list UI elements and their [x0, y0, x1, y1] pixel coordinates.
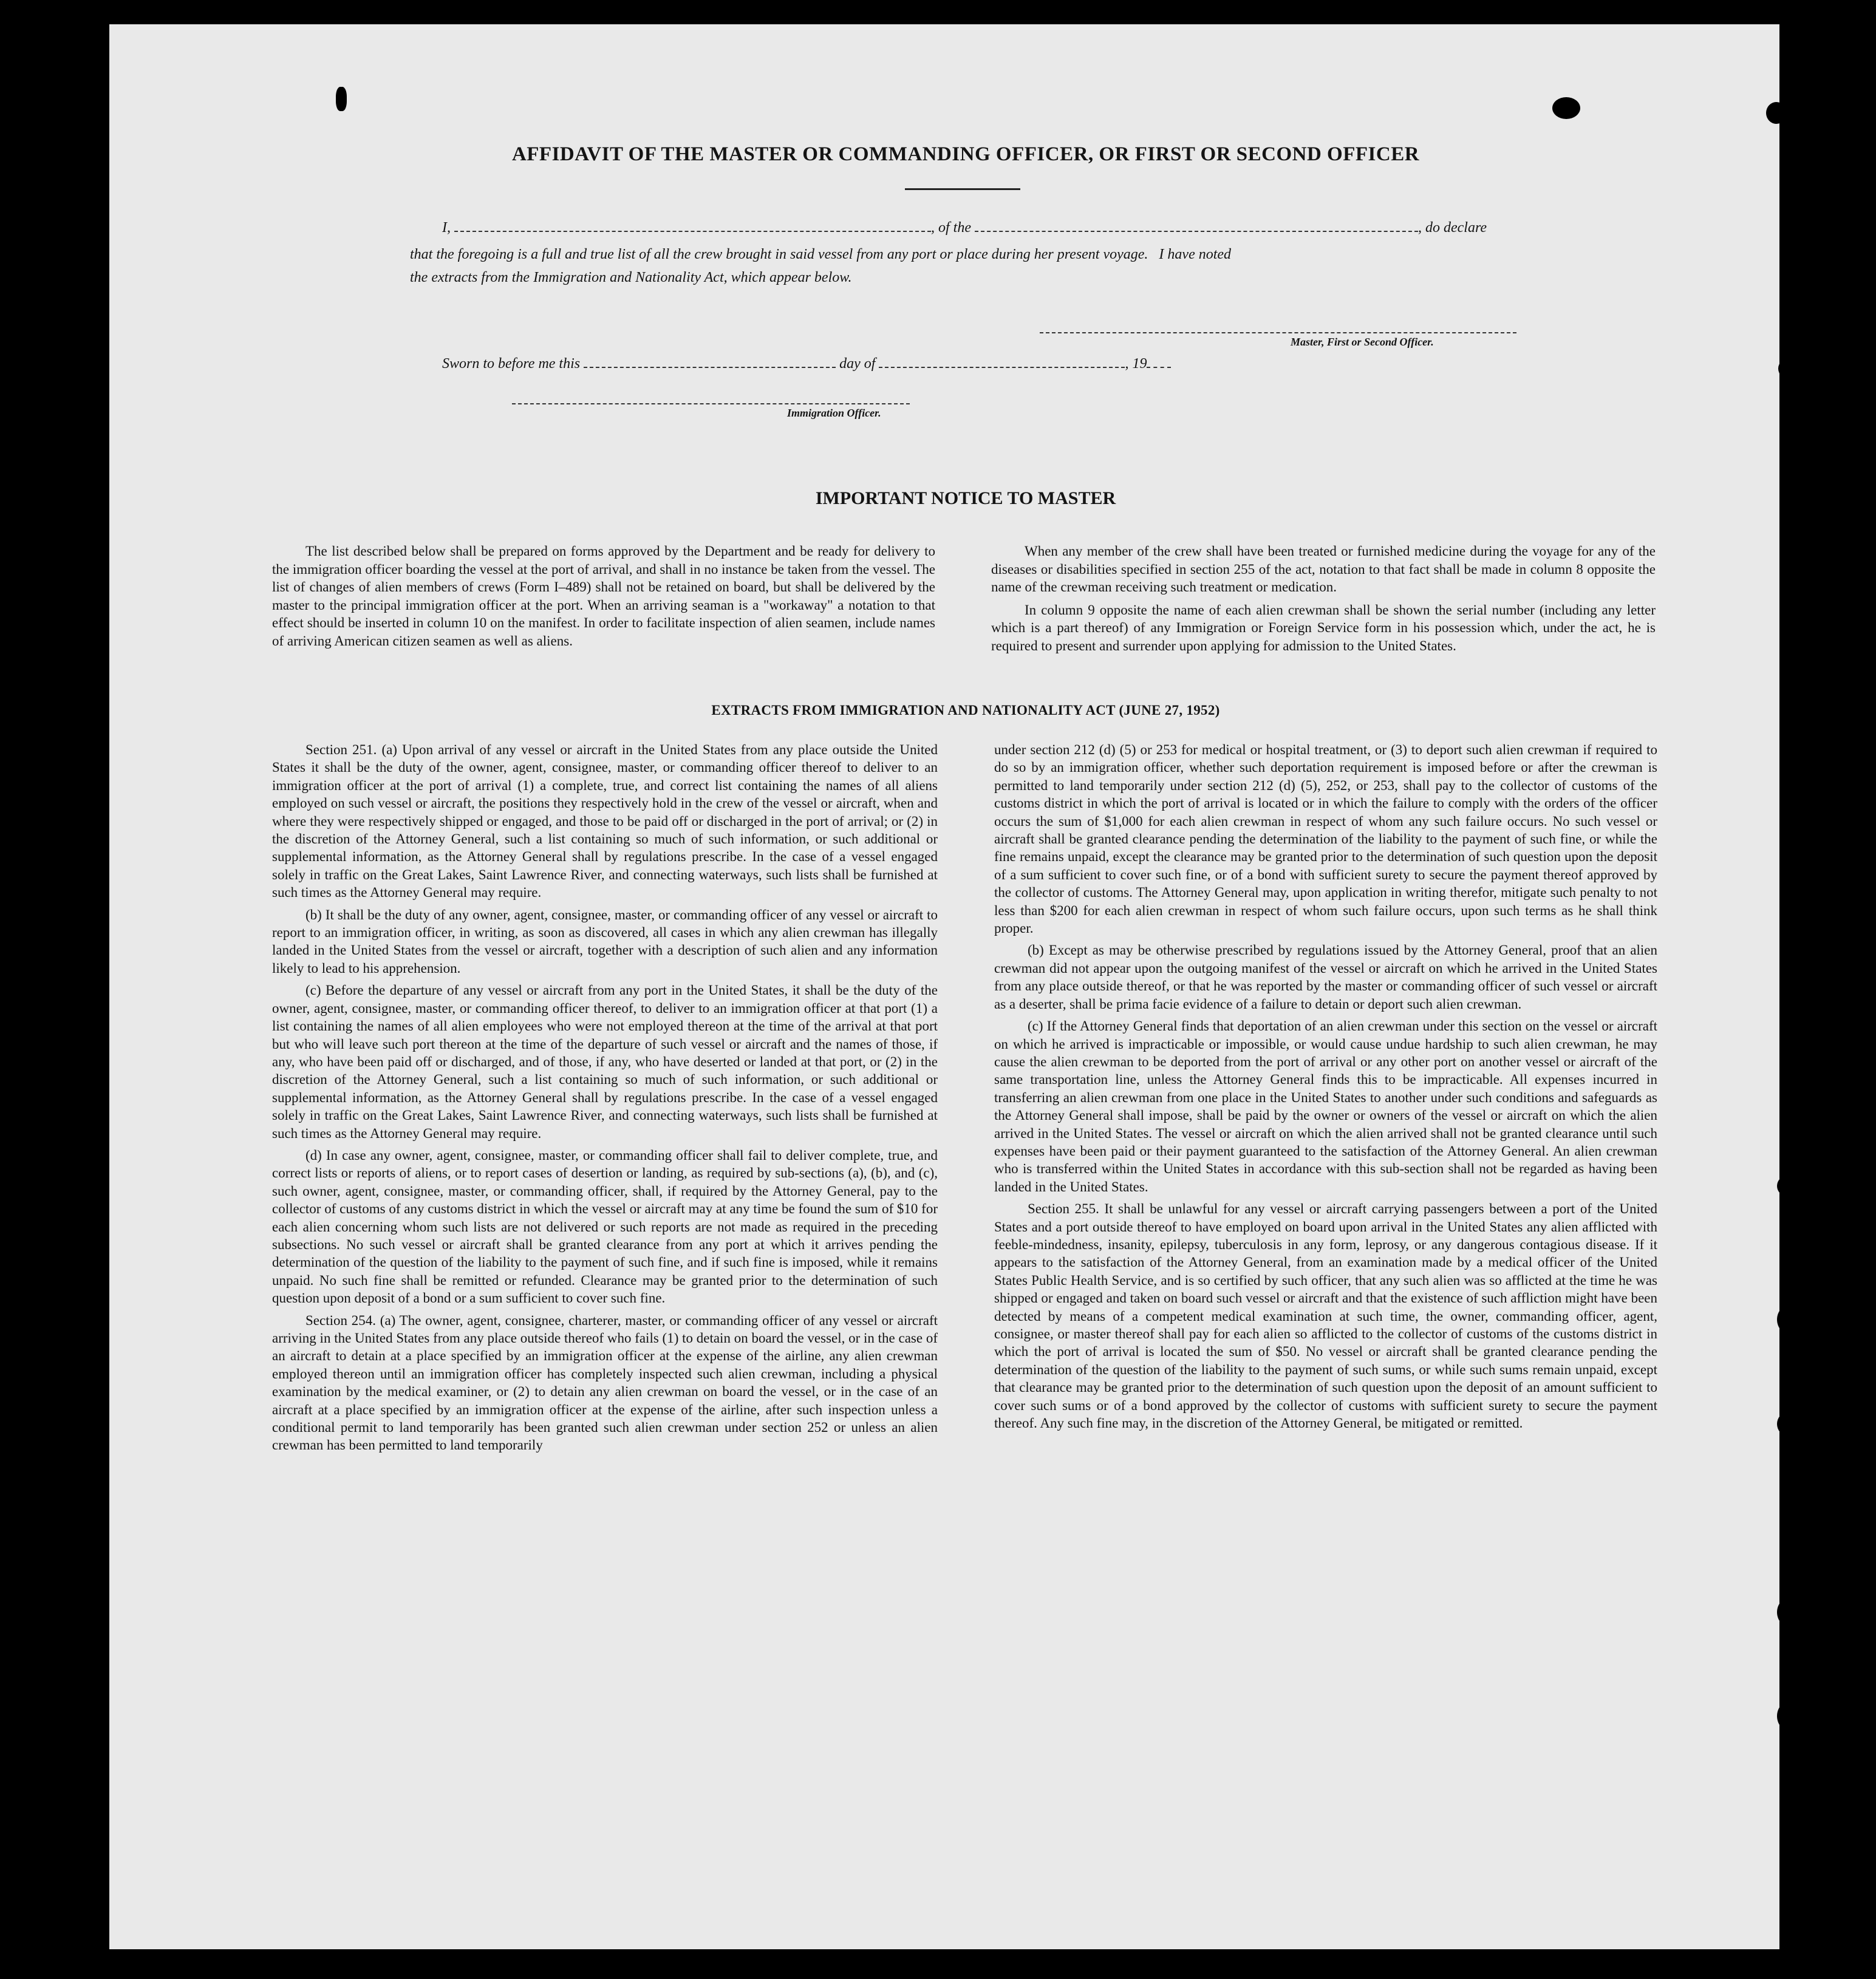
extracts-right-column — [994, 741, 1657, 1436]
declaration-text-3: the extracts from the Immigration and Nationality Act, which appear below. — [410, 270, 852, 285]
section-254-b: (b) Except as may be otherwise prescribed by regulations issued by the Attorney General, proof that an alien crewman did not appear upon the outgoing manifest of the vessel or aircraft on which he arrived in the United States from any place outside thereof, or that he was reported by the master or commanding officer of such vessel or aircraft as a deserter, shall be prima facie evidence of a failure to detain or deport such alien crewman. — [994, 942, 1657, 1012]
extracts-title: EXTRACTS FROM IMMIGRATION AND NATIONALITY ACT (JUNE 27, 1952) — [711, 703, 1220, 718]
punch-hole — [1766, 102, 1787, 124]
punch-hole — [1779, 169, 1809, 200]
punch-hole — [1804, 1163, 1832, 1194]
section-254-a: Section 254. (a) The owner, agent, consignee, charterer, master, or commanding officer of any vessel or aircraft arriving in the United States from any place outside thereof who fails (1) to detain on board the vessel, or in the case of an aircraft to detain at a place specified by an immigration officer at the expense of the airline, any alien crewman employed thereon until an immigration officer has completely inspected such alien crewman, including a physical examination by the medical examiner, or (2) to detain any alien crewman on board the vessel, or in the case of an aircraft at a place specified by an immigration officer at the expense of the airline, after such inspection unless a conditional permit to land temporarily has been granted such alien crewman under section 252 or unless an alien crewman has been permitted to land temporarily — [272, 1312, 938, 1453]
affidavit-title: AFFIDAVIT OF THE MASTER OR COMMANDING OFFICER, OR FIRST OR SECOND OFFICER — [511, 143, 1420, 165]
vessel-name-field[interactable] — [975, 230, 1418, 232]
punch-hole — [1779, 557, 1807, 588]
year-label: , 19 — [1125, 356, 1147, 372]
extracts-left-column — [272, 741, 938, 1459]
punch-hole — [1777, 1412, 1798, 1436]
punch-hole — [1777, 1176, 1798, 1196]
punch-hole — [1777, 1304, 1805, 1335]
day-of-label: day of — [839, 356, 876, 372]
section-251-a: Section 251. (a) Upon arrival of any vessel or aircraft in the United States from any place outside the United States it shall be the duty of the owner, agent, consignee, master, or commanding officer thereof to deliver to an immigration officer at the port of arrival (1) a complete, true, and correct list containing the names of all aliens employed on such vessel or aircraft, the positions they respectively hold in the crew of the vessel or aircraft, when and where they were respectively shipped or engaged, and those to be paid off or discharged in the port of arrival; or (2) in the discretion of the Attorney General, such a list containing so much of such information, or such additional or supplemental information, as the Attorney General shall by regulations prescribe. In the case of a vessel engaged solely in traffic on the Great Lakes, Saint Lawrence River, and connecting waterways, such lists shall be furnished at such times as the Attorney General may require. — [272, 742, 938, 901]
punch-hole — [1778, 357, 1805, 380]
sworn-month-field[interactable] — [879, 366, 1125, 368]
notice-left-column — [272, 542, 935, 655]
master-signature-caption: Master, First or Second Officer. — [1291, 336, 1434, 348]
declarant-label: I, — [442, 220, 451, 236]
notice-right-column — [991, 542, 1656, 659]
immigration-officer-caption: Immigration Officer. — [787, 407, 881, 419]
declaration-text-2: that the foregoing is a full and true list of all the crew brought in said vessel from any port or place during her present voyage. I have noted — [410, 247, 1232, 262]
section-254-c: (c) If the Attorney General finds that deportation of an alien crewman under this section on the vessel or aircraft on which he arrived is impracticable or impossible, or would cause undue hardship to such alien crewman, he may cause the alien crewman to be deported from the port of arrival or any other port on another vessel or aircraft of the same transportation line, unless the Attorney General finds this to be impracticable. All expenses incurred in transferring an alien crewman from one place in the United States to another under such conditions and safeguards as the Attorney General shall impose, shall be paid by the owner or owners of the vessel or aircraft on which the alien arrived in the United States. The vessel or aircraft on which the alien arrived shall not be granted clearance until such expenses have been paid or their payment guaranteed to the satisfaction of the Attorney General. An alien crewman who is transferred within the United States in accordance with this sub-section shall not be regarded as having been landed in the United States. — [994, 1018, 1657, 1194]
section-251-b: (b) It shall be the duty of any owner, agent, consignee, master, or commanding officer of any vessel or aircraft to report to an immigration officer, in writing, as soon as discovered, all cases in which any alien crewman has illegally landed in the United States from the vessel or aircraft, together with a description of such alien and any information likely to lead to his apprehension. — [272, 907, 938, 976]
sworn-label: Sworn to before me this — [442, 356, 581, 372]
section-254-a-continued: under section 212 (d) (5) or 253 for medical or hospital treatment, or (3) to deport such alien crewman if required to do so by an immigration officer, whether such deportation requirement is imposed before or after the crewman is permitted to land temporarily under section 212 (d) (5), 252, or 253, shall pay to the collector of customs of the customs district in which the port of arrival is located or in which the failure to comply with the orders of the officer occurs the sum of $1,000 for each alien crewman in respect of whom any such failure occurs. No such vessel or aircraft shall be granted clearance pending the determination of the liability to the payment of such fine, or while the fine remains unpaid, except the clearance may be granted prior to the determination of such question upon the deposit of a sum sufficient to cover such fine, or of a bond with sufficient surety to secure the payment thereof approved by the collector of customs. The Attorney General may, upon application in writing therefor, mitigate such penalty to not less than $200 for each alien crewman in respect of whom such failure occurs, upon such terms as he shall think proper. — [994, 742, 1657, 936]
notice-title: IMPORTANT NOTICE TO MASTER — [815, 488, 1116, 508]
title-underline — [905, 188, 1020, 190]
punch-hole — [1781, 264, 1809, 296]
section-251-c: (c) Before the departure of any vessel or aircraft from any port in the United States, it shall be the duty of the owner, agent, consignee, master, or commanding officer thereof, to deliver to an immigration officer at that port (1) a list containing the names of all alien employees who were not employed thereon at the time of the arrival at that port but who will leave such port thereon at the time of the departure of such vessel or aircraft and the names of those, if any, who have been paid off or discharged, and of those, if any, who have deserted or landed at that port, or (2) in the discretion of the Attorney General, such a list containing so much of such information, or such additional or supplemental information, as the Attorney General shall by regulations prescribe. In the case of a vessel engaged solely in traffic on the Great Lakes, Saint Lawrence River, and connecting waterways, such lists shall be furnished at such times as the Attorney General may require. — [272, 983, 938, 1141]
master-signature-field[interactable] — [1040, 332, 1516, 333]
ink-blot — [1552, 97, 1580, 119]
sworn-line — [442, 356, 1171, 372]
punch-hole — [1777, 1597, 1805, 1627]
notice-paragraph: The list described below shall be prepared on forms approved by the Department and be ready for delivery to the immigration officer boarding the vessel at the port of arrival, and shall in no instance be taken from the vessel. The list of changes of alien members of crews (Form I–489) shall not be retained on board, but shall be delivered by the master to the principal immigration officer at the port. When an arriving seaman is a "workaway" a notation to that effect should be inserted in column 10 on the manifest. In order to facilitate inspection of alien seamen, include names of arriving American citizen seamen as well as aliens. — [272, 543, 935, 649]
immigration-officer-signature-field[interactable] — [512, 403, 910, 404]
declaration-line — [442, 220, 1517, 236]
punch-hole — [1777, 1700, 1806, 1732]
notice-paragraph: In column 9 opposite the name of each alien crewman shall be shown the serial number (including any letter which is a part thereof) of any Immigration or Foreign Service form in his possession which, under the act, he is required to present and surrender upon applying for admission to the United States. — [991, 602, 1656, 653]
declare-label: , do declare — [1418, 220, 1487, 236]
sworn-year-field[interactable] — [1147, 366, 1171, 368]
section-255: Section 255. It shall be unlawful for any vessel or aircraft carrying passengers between a port of the United States and a port outside thereof to have employed on board upon arrival in the United States any alien afflicted with feeble-mindedness, insanity, epilepsy, tuberculosis in any form, leprosy, or any dangerous contagious disease. If it appears to the satisfaction of the Attorney General, from an examination made by a medical officer of the United States Public Health Service, and is so certified by such officer, that any such alien was so afflicted at the time he was shipped or engaged and taken on board such vessel or aircraft and that the existence of such affliction might have been detected by means of a competent medical examination at such time, the owner, commanding officer, agent, consignee, or master thereof shall pay for each alien so afflicted to the collector of customs of the customs district in which the port of arrival is located the sum of $50. No vessel or aircraft shall be granted clearance pending the determination of the question of the liability to the payment of such sums, or while such sums remain unpaid, except that clearance may be granted prior to the determination of such question upon the deposit of an amount sufficient to cover such sums or of a bond approved by the collector of customs with sufficient surety to secure the payment thereof. Any such fine may, in the discretion of the Attorney General, be mitigated or remitted. — [994, 1201, 1657, 1431]
punch-hole — [1783, 761, 1801, 781]
punch-hole — [1810, 1763, 1839, 1795]
section-251-d: (d) In case any owner, agent, consignee, master, or commanding officer shall fail to deliver complete, true, and correct lists or reports of aliens, or to report cases of desertion or landing, as required by sub-sections (a), (b), and (c), such owner, agent, consignee, master, or commanding officer, shall, if required by the Attorney General, pay to the collector of customs of any customs district in which the vessel or aircraft may at any time be found the sum of $10 for each alien concerning whom such lists are not delivered or such reports are not made as required in the preceding subsections. No such vessel or aircraft shall be granted clearance from any port at which it arrives pending the determination of the question of the liability to the payment of such fine, and if such fine is imposed, while it remains unpaid. No such fine shall be remitted or refunded. Clearance may be granted prior to the determination of such question upon deposit of a bond or a sum sufficient to cover such fine. — [272, 1147, 938, 1306]
declarant-name-field[interactable] — [454, 230, 931, 232]
ink-mark — [336, 87, 347, 111]
notice-paragraph: When any member of the crew shall have been treated or furnished medicine during the voyage for any of the diseases or disabilities specified in section 255 of the act, notation to that fact shall be made in column 8 opposite the name of the crewman receiving such treatment or medication. — [991, 543, 1656, 594]
of-the-label: , of the — [931, 220, 971, 236]
sworn-day-field[interactable] — [584, 366, 836, 368]
